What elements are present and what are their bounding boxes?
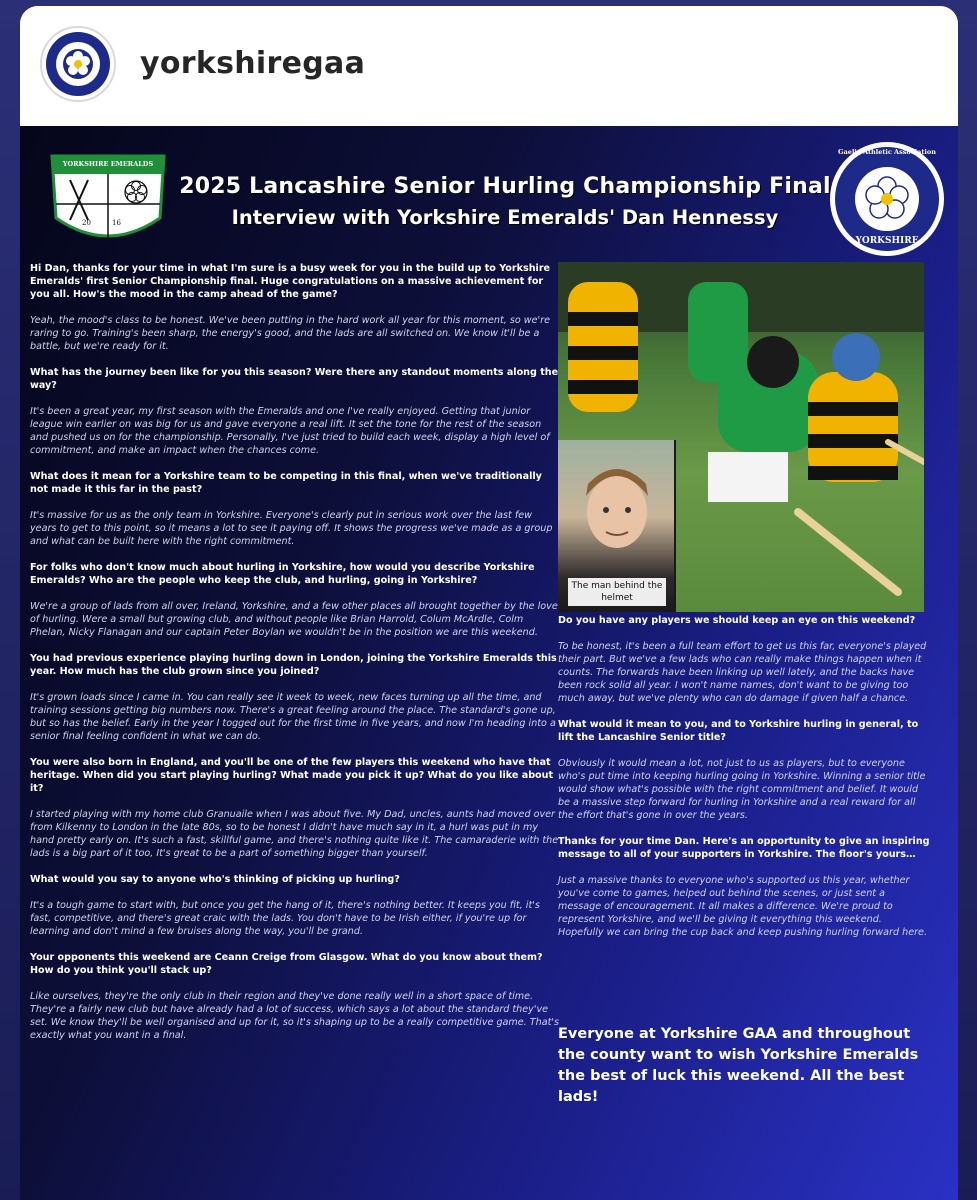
qa-block	[558, 614, 930, 705]
qa-block	[558, 835, 930, 939]
answer: It's grown loads since I came in. You can really see it week to week, new faces turning up all the time, and training sessions getting big numbers now. There's a great feeling around the place. The standard's gone up, but so has the belief. Early in the year I togged out for the first time in five years, and now I'm heading into a senior final feeling confident in what we can do.	[30, 692, 556, 742]
qa-block	[558, 718, 930, 822]
question: For folks who don't know much about hurling in Yorkshire, how would you describe Yorkshire Emeralds? Who are the people who keep the club, and hurling, going in Yorkshire?	[30, 562, 535, 586]
seal-text-bottom: YORKSHIRE	[855, 236, 919, 246]
poster-subtitle: Interview with Yorkshire Emeralds' Dan Hennessy	[231, 206, 779, 229]
qa-block	[30, 652, 560, 743]
player-portrait	[558, 440, 676, 612]
question: Hi Dan, thanks for your time in what I'm sure is a busy week for you in the build up to Yorkshire Emeralds' first Senior Championship final. Huge congratulations on a massive achievement for you all. How's the mood in the camp ahead of the game?	[30, 263, 551, 300]
qa-block	[30, 951, 560, 1042]
qa-block	[30, 561, 560, 639]
profile-username[interactable]: yorkshiregaa	[140, 46, 366, 81]
post-card	[20, 6, 958, 1200]
emeralds-crest-year-right: 16	[112, 219, 121, 227]
profile-avatar[interactable]	[40, 26, 116, 102]
answer: I started playing with my home club Granuaile when I was about five. My Dad, uncles, aunts had moved over from Kilkenny to London in the late 80s, so to be honest I didn't have much say in it, a hurl was put in my hand pretty early on. It's such a fast, skillful game, and there's nothing quite like it. The camaraderie with the lads is a big part of it too, It's great to be a part of something bigger than yourself.	[30, 809, 559, 859]
answer: Like ourselves, they're the only club in their region and they've done really well in a short space of time. They're a fairly new club but have already had a lot of success, which says a lot about the standard they've set. We know they'll be well organised and up for it, so it's shaping up to be a really competitive game. That's exactly what you want in a final.	[30, 991, 559, 1041]
poster-title: 2025 Lancashire Senior Hurling Championship Final	[179, 174, 831, 199]
yorkshire-gaa-crest-icon	[44, 30, 112, 98]
answer: Obviously it would mean a lot, not just to us as players, but to everyone who's put time into keeping hurling going in Yorkshire. Winning a senior title would show what's possible with the right commitment and belief. It would be a massive step forward for hurling in Yorkshire and a real reward for all the effort that's gone in over the years.	[558, 758, 926, 821]
qa-block	[30, 262, 560, 353]
seal-text-top: Gaelic Athletic Association	[838, 148, 936, 156]
question: What has the journey been like for you this season? Were there any standout moments along the way?	[30, 367, 559, 391]
answer: To be honest, it's been a full team effort to get us this far, everyone's played their part. But we've a few lads who can really make things happen when it counts. The forwards have been linking up well lately, and the backs have been rock solid all year. I won't name names, don't want to be giving too much away, but we've plenty who can do damage if given half a chance.	[558, 641, 927, 704]
question: You had previous experience playing hurling down in London, joining the Yorkshire Emeralds this year. How much has the club grown since you joined?	[30, 653, 557, 677]
answer: It's massive for us as the only team in Yorkshire. Everyone's clearly put in serious work over the last few years to get to this point, so it means a lot to see it paying off. It shows the progress we've made as a group and what can be built here with the right commitment.	[30, 510, 553, 547]
question: What would you say to anyone who's thinking of picking up hurling?	[30, 874, 400, 885]
question: What does it mean for a Yorkshire team to be competing in this final, when we've traditionally not made it this far in the past?	[30, 471, 542, 495]
answer: It's a tough game to start with, but once you get the hang of it, there's nothing better. It keeps you fit, it's fast, competitive, and there's great craic with the lads. You don't have to be Irish either, if you're up for learning and don't mind a few bruises along the way, you'll be grand.	[30, 900, 540, 937]
photo-caption: The man behind the helmet	[568, 578, 666, 606]
qa-block	[30, 873, 560, 938]
qa-block	[30, 366, 560, 457]
qa-block	[30, 470, 560, 548]
question: Thanks for your time Dan. Here's an opportunity to give an inspiring message to all of your supporters in Yorkshire. The floor's yours…	[558, 836, 930, 860]
post-header	[20, 6, 958, 126]
closing-message: Everyone at Yorkshire GAA and throughout the county want to wish Yorkshire Emeralds the best of luck this weekend. All the best lads!	[558, 1026, 919, 1105]
answer: We're a group of lads from all over, Ireland, Yorkshire, and a few other places all brought together by the love of hurling. Were a small but growing club, and without people like Brian Harrold, Colum McArdle, Colm Phelan, Nicky Flanagan and our captain Peter Boylan we wouldn't be in the position we are this weekend.	[30, 601, 558, 638]
interview-column-left	[30, 262, 560, 1055]
qa-block	[30, 756, 560, 860]
interview-column-right	[558, 614, 930, 952]
question: Your opponents this weekend are Ceann Creige from Glasgow. What do you know about them? How do you think you'll stack up?	[30, 952, 543, 976]
emeralds-crest-name: YORKSHIRE EMERALDS	[62, 160, 154, 168]
question: What would it mean to you, and to Yorkshire hurling in general, to lift the Lancashire Senior title?	[558, 719, 919, 743]
answer: It's been a great year, my first season with the Emeralds and one I've really enjoyed. Getting that junior league win earlier on was big for us and gave everyone a real lift. It set the tone for the rest of the season and pushed us on for the championship. Personally, I've just tried to build each week, display a high level of commitment, and make an impact when the chances come.	[30, 406, 550, 456]
question: Do you have any players we should keep an eye on this weekend?	[558, 615, 916, 626]
question: You were also born in England, and you'll be one of the few players this weekend who have that heritage. When did you start playing hurling? What made you pick it up? What do you like about it?	[30, 757, 554, 794]
answer: Just a massive thanks to everyone who's supported us this year, whether you've come to games, helped out behind the scenes, or just sent a message of encouragement. It all makes a difference. We're proud to represent Yorkshire, and we'll be giving it everything this weekend. Hopefully we can bring the cup back and keep pushing hurling forward here.	[558, 875, 927, 938]
interview-poster	[20, 126, 958, 1200]
emeralds-crest-year-left: 20	[82, 219, 91, 227]
answer: Yeah, the mood's class to be honest. We've been putting in the hard work all year for this moment, so we're raring to go. Training's been sharp, the energy's good, and the lads are all switched on. We know it'll be a battle, but we're ready for it.	[30, 315, 551, 352]
